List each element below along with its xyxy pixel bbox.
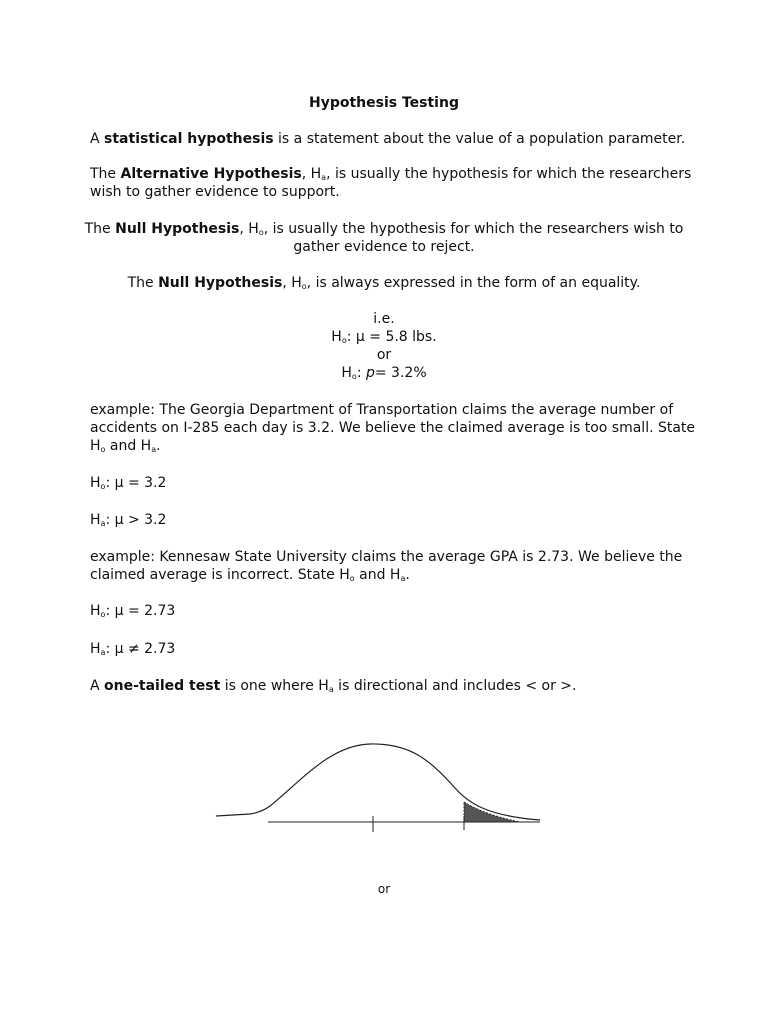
alternative-hypothesis-definition-line2: wish to gather evidence to support. — [90, 184, 340, 200]
subscript: a — [321, 173, 327, 182]
text: , — [282, 275, 292, 291]
subscript: a — [400, 574, 406, 583]
example1-line2: accidents on I-285 each day is 3.2. We believe the claimed average is too small. State — [90, 420, 696, 436]
text: is directional and includes < or >. — [333, 678, 577, 694]
subscript: o — [301, 282, 307, 291]
text: , — [239, 221, 249, 237]
example1-line1: example: The Georgia Department of Transportation claims the average number of — [90, 402, 674, 418]
symbol-h: H — [331, 329, 342, 345]
text: . — [156, 438, 161, 454]
text: and H — [354, 567, 401, 583]
subscript: o — [258, 228, 264, 237]
symbol-h: H — [248, 221, 259, 237]
subscript: o — [351, 372, 357, 381]
symbol-h: H — [291, 275, 302, 291]
term-one-tailed-test: one-tailed test — [104, 678, 221, 694]
subscript: a — [100, 648, 106, 657]
term-null-hypothesis: Null Hypothesis — [115, 221, 240, 237]
text: = 3.2% — [374, 365, 427, 381]
text: A — [90, 678, 105, 694]
symbol-h: H — [90, 603, 101, 619]
term-alternative-hypothesis: Alternative Hypothesis — [120, 166, 302, 182]
text: : — [356, 365, 366, 381]
symbol-h: H — [90, 438, 101, 454]
text: : μ = 2.73 — [105, 603, 176, 619]
text: : μ = 5.8 lbs. — [346, 329, 437, 345]
subscript: o — [100, 610, 106, 619]
text: : μ = 3.2 — [105, 475, 167, 491]
subscript: o — [100, 445, 106, 454]
symbol-h: H — [90, 641, 101, 657]
subscript: o — [341, 336, 347, 345]
text: . — [405, 567, 410, 583]
text: : μ ≠ 2.73 — [105, 641, 176, 657]
term-statistical-hypothesis: statistical hypothesis — [104, 131, 274, 147]
symbol-h: H — [90, 475, 101, 491]
text: is a statement about the value of a population parameter. — [273, 131, 686, 147]
page-title: Hypothesis Testing — [309, 95, 459, 111]
text: and H — [105, 438, 152, 454]
subscript: a — [328, 685, 334, 694]
symbol-h: H — [90, 512, 101, 528]
example2-line1: example: Kennesaw State University claims the average GPA is 2.73. We believe the — [90, 549, 683, 565]
ie-or: or — [376, 347, 392, 363]
text: The — [90, 166, 121, 182]
symbol-h: H — [341, 365, 352, 381]
text: , — [301, 166, 311, 182]
symbol-h: H — [310, 166, 322, 182]
ie-label: i.e. — [373, 311, 395, 327]
subscript: a — [100, 519, 106, 528]
text: claimed average is incorrect. State H — [90, 567, 350, 583]
figure-or: or — [377, 882, 391, 896]
bell-curve — [216, 744, 540, 820]
text: , is usually the hypothesis for which the researchers wish to — [263, 221, 684, 237]
subscript: o — [349, 574, 355, 583]
term-null-hypothesis: Null Hypothesis — [158, 275, 283, 291]
text: , is usually the hypothesis for which the researchers — [326, 166, 692, 182]
subscript: a — [151, 445, 157, 454]
text: , is always expressed in the form of an equality. — [306, 275, 641, 291]
null-hypothesis-definition-line2: gather evidence to reject. — [293, 239, 475, 255]
text: is one where H — [220, 678, 329, 694]
text: : μ > 3.2 — [105, 512, 167, 528]
symbol-p: p — [365, 365, 375, 381]
text: A — [90, 131, 105, 147]
subscript: o — [100, 482, 106, 491]
text: The — [127, 275, 159, 291]
text: The — [84, 221, 116, 237]
